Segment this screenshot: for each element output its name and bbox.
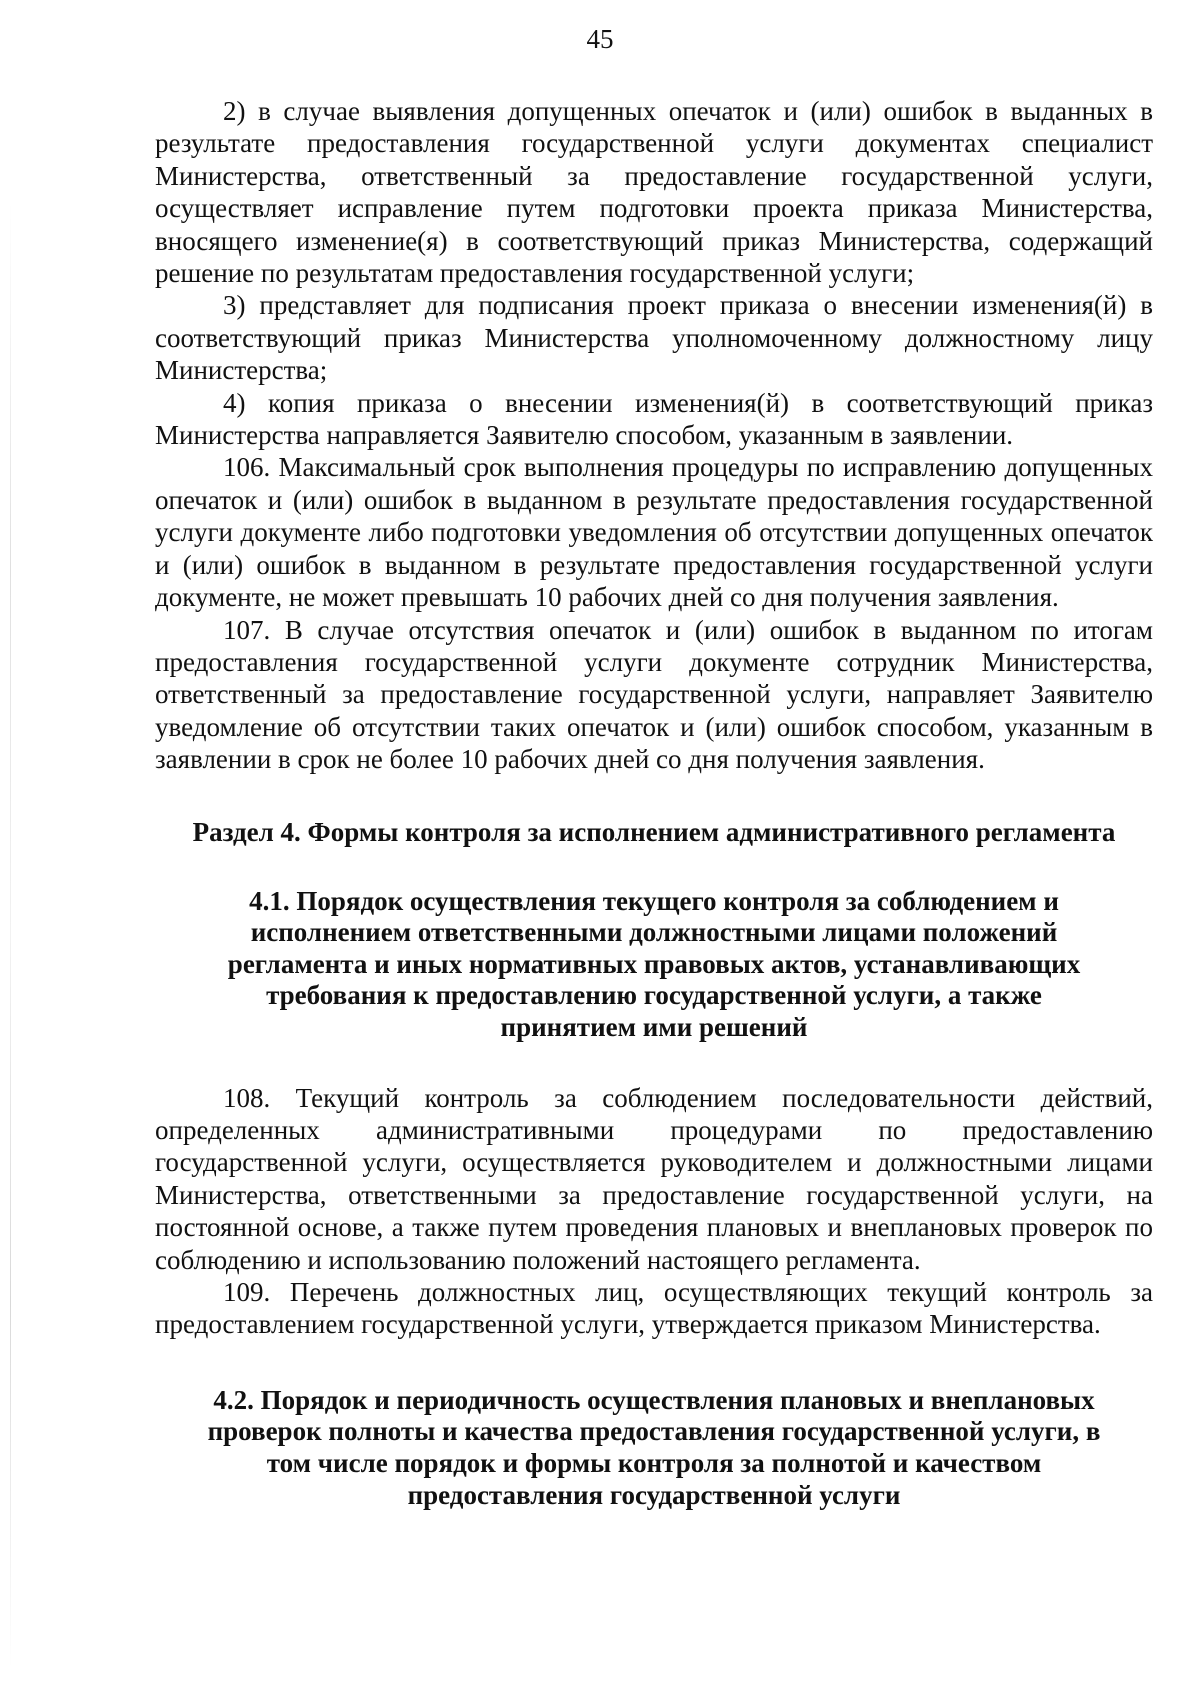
subsection-4-1-title: 4.1. Порядок осуществления текущего контроля за соблюдением и исполнением ответственными должностными лицами положений регламента и иных нормативных правовых актов, устанавливающих требования к предоставлению государственной услуги, а также принятием ими решений	[227, 885, 1081, 1042]
paragraph-108: 108. Текущий контроль за соблюдением последовательности действий, определенных административными процедурами по предоставлению государственной услуги, осуществляется руководителем и должностными лицами Министерства, ответственными за предоставление государственной услуги, на постоянной основе, а также путем проведения плановых и внеплановых проверок по соблюдению и использованию положений настоящего регламента.	[155, 1082, 1153, 1275]
paragraph-item-4: 4) копия приказа о внесении изменения(й) в соответствующий приказ Министерства направляется Заявителю способом, указанным в заявлении.	[155, 387, 1153, 451]
document-body	[155, 95, 1153, 1549]
paragraph-106: 106. Максимальный срок выполнения процедуры по исправлению допущенных опечаток и (или) ошибок в выданном в результате предоставления государственной услуги документе либо подготовки уведомления об отсутствии допущенных опечаток и (или) ошибок в выданном в результате предоставления государственной услуги документе, не может превышать 10 рабочих дней со дня получения заявления.	[155, 452, 1153, 613]
section-4-title: Раздел 4. Формы контроля за исполнением административного регламента	[192, 816, 1116, 847]
scan-edge-artifact	[10, 200, 11, 1670]
page-number: 45	[586, 24, 614, 54]
paragraph-109: 109. Перечень должностных лиц, осуществляющих текущий контроль за предоставлением государственной услуги, утверждается приказом Министерства.	[155, 1276, 1153, 1340]
subsection-4-2-title: 4.2. Порядок и периодичность осуществления плановых и внеплановых проверок полноты и качества предоставления государственной услуги, в том числе порядок и формы контроля за полнотой и качеством предоставления государственной услуги	[207, 1384, 1101, 1510]
paragraph-item-3: 3) представляет для подписания проект приказа о внесении изменения(й) в соответствующий приказ Министерства уполномоченному должностному лицу Министерства;	[155, 290, 1153, 386]
paragraph-item-2: 2) в случае выявления допущенных опечаток и (или) ошибок в выданных в результате предоставления государственной услуги документах специалист Министерства, ответственный за предоставление государственной услуги, осуществляет исправление путем подготовки проекта приказа Министерства, вносящего изменение(я) в соответствующий приказ Министерства, содержащий решение по результатам предоставления государственной услуги;	[155, 96, 1153, 289]
paragraph-107: 107. В случае отсутствия опечаток и (или) ошибок в выданном по итогам предоставления государственной услуги документе сотрудник Министерства, ответственный за предоставление государственной услуги, направляет Заявителю уведомление об отсутствии таких опечаток и (или) ошибок способом, указанным в заявлении в срок не более 10 рабочих дней со дня получения заявления.	[155, 614, 1153, 775]
